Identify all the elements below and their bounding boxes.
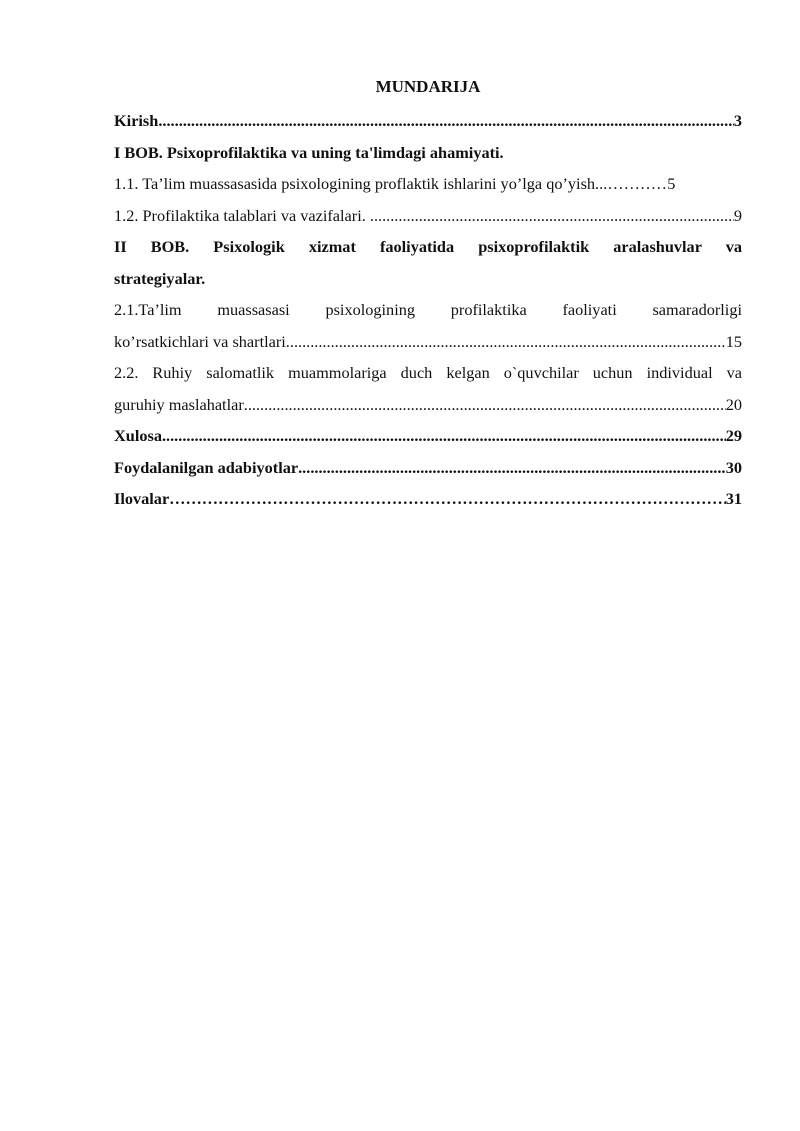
toc-entry-label-line2: ko’rsatkichlari va shartlari [114, 331, 286, 351]
toc-entry-section-1-2 [114, 200, 742, 232]
toc-entry-label-line2: strategiyalar. [114, 268, 206, 288]
toc-page-number: 9 [733, 205, 742, 225]
toc-entry-line2 [114, 326, 742, 358]
toc-entry-label-line1: 2.2. Ruhiy salomatlik muammolariga duch kelgan o`quvchilar uchun individual va [114, 363, 742, 382]
toc-entry-adabiyotlar [114, 452, 742, 484]
dot-leader [162, 420, 726, 452]
toc-page-number: 30 [725, 457, 742, 477]
dot-leader [370, 200, 734, 232]
toc-entry-label: 1.1. Ta’lim muassasasida psixologining proflaktik ishlarini yo’lga qo’yish... [114, 174, 608, 193]
toc-entry-line2 [114, 389, 742, 421]
toc-entry-label-line2: guruhiy maslahatlar [114, 394, 244, 414]
dot-leader [607, 168, 667, 200]
toc-entry-xulosa [114, 420, 742, 452]
toc-entry-section-2-1 [114, 294, 742, 357]
toc-entry-section-2-2 [114, 357, 742, 420]
toc-entry-label: I BOB. Psixoprofilaktika va uning ta'limdagi ahamiyati. [114, 142, 504, 162]
toc-entry-chapter-1 [114, 137, 742, 169]
toc-entry-ilovalar [114, 483, 742, 515]
toc-entry-label: Ilovalar [114, 489, 170, 508]
toc-page-number: 3 [733, 111, 742, 130]
toc-entry-label-line1: II BOB. Psixologik xizmat faoliyatida psixoprofilaktik aralashuvlar va [114, 237, 742, 256]
toc-page-number: 31 [725, 489, 742, 508]
toc-entry-chapter-2 [114, 231, 742, 294]
toc-entry-label: 1.2. Profilaktika talablari va vazifalari. [114, 205, 370, 225]
toc-page-number: 5 [667, 174, 676, 193]
toc-entry-label: Kirish [114, 111, 159, 130]
dot-leader [169, 483, 726, 515]
toc-page-number: 15 [725, 331, 742, 351]
dot-leader [298, 452, 726, 484]
toc-entry-label-line1: 2.1.Ta’lim muassasasi psixologining profilaktika faoliyati samaradorligi [114, 300, 742, 319]
toc-entry-section-1-1 [114, 168, 742, 200]
toc-entry-label: Foydalanilgan adabiyotlar [114, 457, 299, 477]
dot-leader [286, 326, 726, 358]
dot-leader [158, 105, 734, 137]
toc-entry-kirish [114, 105, 742, 137]
toc-page-number: 29 [725, 426, 742, 445]
toc-entry-label: Xulosa [114, 426, 162, 445]
table-of-contents [114, 74, 742, 515]
dot-leader [244, 389, 726, 421]
toc-title: MUNDARIJA [375, 77, 481, 96]
toc-page-number: 20 [725, 394, 742, 414]
